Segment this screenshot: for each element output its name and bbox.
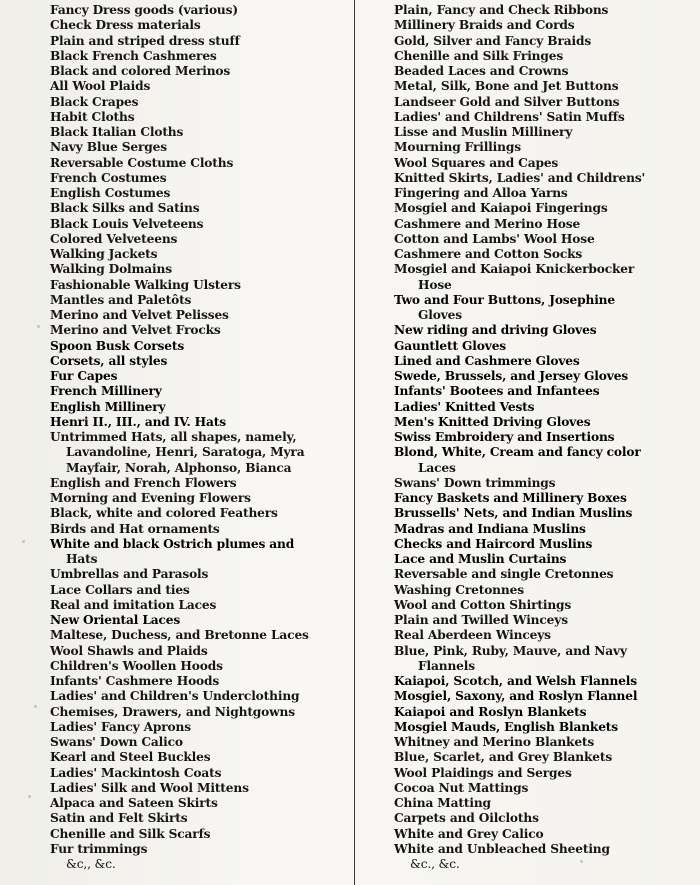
list-item: Mourning Frillings	[394, 140, 521, 155]
list-item: Fingering and Alloa Yarns	[394, 186, 568, 200]
list-item: Infants' Cashmere Hoods	[50, 674, 220, 688]
list-item: Black French Cashmeres	[50, 48, 217, 63]
list-item: English Millinery	[50, 399, 166, 414]
list-item: Walking Dolmains	[50, 262, 172, 277]
list-item: Landseer Gold and Silver Buttons	[394, 94, 620, 109]
list-item: Cocoa Nut Mattings	[394, 780, 529, 795]
list-item: Henri II., III., and IV. Hats	[50, 414, 226, 429]
list-item: Mosgiel and Kaiapoi Knickerbocker	[394, 262, 635, 277]
list-item: Laces	[418, 460, 456, 475]
list-item: China Matting	[394, 796, 491, 810]
list-item: Satin and Felt Skirts	[50, 811, 188, 826]
right-column	[394, 3, 694, 872]
list-item: Plain and striped dress stuff	[50, 33, 240, 48]
list-item: Ladies' Mackintosh Coats	[50, 765, 222, 780]
list-item: Fur trimmings	[50, 841, 148, 856]
list-item: Hose	[418, 277, 452, 292]
list-item: Birds and Hat ornaments	[50, 521, 220, 536]
list-item: Gauntlett Gloves	[394, 338, 507, 353]
list-item: Swans' Down trimmings	[394, 475, 556, 490]
list-item: Chenille and Silk Fringes	[394, 48, 564, 63]
list-item: Cashmere and Merino Hose	[394, 216, 581, 231]
list-item: Fancy Baskets and Millinery Boxes	[394, 491, 627, 505]
list-item: Real Aberdeen Winceys	[394, 628, 551, 643]
list-item: Blond, White, Cream and fancy color	[394, 445, 641, 460]
print-speck	[34, 705, 37, 708]
list-item: Fancy Dress goods (various)	[50, 3, 238, 17]
list-item: Men's Knitted Driving Gloves	[394, 414, 591, 429]
list-item: Wool Squares and Capes	[394, 155, 559, 170]
list-item: Mayfair, Norah, Alphonso, Bianca	[66, 460, 292, 475]
list-item: Knitted Skirts, Ladies' and Childrens'	[394, 170, 646, 185]
list-item: Lavandoline, Henri, Saratoga, Myra	[66, 445, 305, 460]
list-item: Merino and Velvet Pelisses	[50, 308, 229, 322]
list-item: Hats	[66, 552, 98, 566]
list-item: English Costumes	[50, 186, 171, 200]
list-item: Mosgiel and Kaiapoi Fingerings	[394, 201, 608, 216]
list-item: Mosgiel Mauds, English Blankets	[394, 719, 619, 734]
list-item: Mantles and Paletôts	[50, 292, 192, 307]
list-item: Reversable Costume Cloths	[50, 155, 234, 170]
list-item: Spoon Busk Corsets	[50, 338, 185, 353]
list-item: Chemises, Drawers, and Nightgowns	[50, 704, 295, 719]
list-item: Black Silks and Satins	[50, 201, 200, 216]
print-speck	[28, 795, 31, 798]
list-item: Navy Blue Serges	[50, 140, 167, 155]
list-item: All Wool Plaids	[50, 79, 151, 94]
list-item: Black Louis Velveteens	[50, 216, 204, 231]
list-item: Lace and Muslin Curtains	[394, 552, 567, 566]
list-item: Lined and Cashmere Gloves	[394, 353, 580, 368]
list-item: Plain, Fancy and Check Ribbons	[394, 3, 609, 17]
list-item: Madras and Indiana Muslins	[394, 521, 586, 536]
list-item: &c,, &c.	[66, 857, 116, 871]
list-item: Reversable and single Cretonnes	[394, 567, 614, 582]
list-item: Chenille and Silk Scarfs	[50, 826, 211, 841]
list-item: Alpaca and Sateen Skirts	[50, 796, 218, 810]
list-item: Colored Velveteens	[50, 231, 178, 246]
list-item: Wool Shawls and Plaids	[50, 643, 208, 658]
list-item: New Oriental Laces	[50, 613, 181, 627]
print-speck	[37, 325, 40, 328]
list-item: Millinery Braids and Cords	[394, 18, 575, 33]
list-item: Real and imitation Laces	[50, 597, 217, 612]
list-item: Cashmere and Cotton Socks	[394, 247, 583, 261]
column-divider	[354, 0, 355, 885]
list-item: Gold, Silver and Fancy Braids	[394, 33, 592, 48]
list-item: White and Grey Calico	[394, 826, 544, 841]
print-speck	[22, 540, 25, 543]
list-item: Maltese, Duchess, and Bretonne Laces	[50, 628, 309, 643]
print-speck	[580, 860, 583, 863]
list-item: Black and colored Merinos	[50, 64, 231, 78]
list-item: French Millinery	[50, 384, 162, 399]
list-item: Fur Capes	[50, 369, 118, 383]
list-item: Metal, Silk, Bone and Jet Buttons	[394, 79, 619, 94]
list-item: Umbrellas and Parasols	[50, 567, 209, 582]
list-item: Wool and Cotton Shirtings	[394, 597, 572, 612]
list-item: Whitney and Merino Blankets	[394, 735, 595, 749]
list-item: White and black Ostrich plumes and	[50, 536, 295, 551]
list-item: Blue, Scarlet, and Grey Blankets	[394, 750, 613, 765]
list-item: Washing Cretonnes	[394, 582, 524, 597]
list-item: Morning and Evening Flowers	[50, 491, 251, 505]
list-item: White and Unbleached Sheeting	[394, 841, 610, 856]
list-item: Ladies' Fancy Aprons	[50, 719, 191, 734]
list-item: Lace Collars and ties	[50, 582, 190, 597]
list-item: Kaiapoi, Scotch, and Welsh Flannels	[394, 674, 637, 688]
list-item: Flannels	[418, 658, 475, 673]
list-item: Checks and Haircord Muslins	[394, 536, 593, 551]
list-item: Carpets and Oilcloths	[394, 811, 539, 826]
list-item: Swans' Down Calico	[50, 735, 183, 749]
list-item: Corsets, all styles	[50, 353, 168, 368]
list-item: Swiss Embroidery and Insertions	[394, 430, 615, 444]
list-item: Merino and Velvet Frocks	[50, 323, 221, 338]
list-item: Cotton and Lambs' Wool Hose	[394, 231, 595, 246]
list-item: Untrimmed Hats, all shapes, namely,	[50, 430, 297, 444]
list-item: Ladies' and Childrens' Satin Muffs	[394, 109, 625, 124]
list-item: Kaiapoi and Roslyn Blankets	[394, 704, 587, 719]
list-item: Habit Cloths	[50, 109, 135, 124]
list-item: Mosgiel, Saxony, and Roslyn Flannel	[394, 689, 638, 704]
list-item: Plain and Twilled Winceys	[394, 613, 568, 627]
list-item: Check Dress materials	[50, 18, 201, 33]
list-item: Two and Four Buttons, Josephine	[394, 292, 616, 307]
left-column	[50, 3, 350, 872]
list-item: Black Crapes	[50, 94, 139, 109]
list-item: Wool Plaidings and Serges	[394, 765, 572, 780]
list-item: French Costumes	[50, 170, 167, 185]
list-item: New riding and driving Gloves	[394, 323, 597, 338]
list-item: English and French Flowers	[50, 475, 237, 490]
list-item: Blue, Pink, Ruby, Mauve, and Navy	[394, 643, 627, 658]
list-item: Infants' Bootees and Infantees	[394, 384, 600, 399]
list-item: Gloves	[418, 308, 462, 322]
list-item: Lisse and Muslin Millinery	[394, 125, 573, 139]
list-item: Black Italian Cloths	[50, 125, 184, 139]
list-item: Brussells' Nets, and Indian Muslins	[394, 506, 633, 521]
list-item: Ladies' and Children's Underclothing	[50, 689, 300, 704]
list-item: Ladies' Silk and Wool Mittens	[50, 780, 249, 795]
list-item: Ladies' Knitted Vests	[394, 399, 535, 414]
list-item: Children's Woollen Hoods	[50, 658, 223, 673]
list-item: Kearl and Steel Buckles	[50, 750, 211, 765]
list-item: Beaded Laces and Crowns	[394, 64, 569, 78]
list-item: &c., &c.	[410, 857, 460, 871]
list-item: Fashionable Walking Ulsters	[50, 277, 241, 292]
list-item: Black, white and colored Feathers	[50, 506, 278, 521]
list-item: Walking Jackets	[50, 247, 158, 261]
list-item: Swede, Brussels, and Jersey Gloves	[394, 369, 629, 383]
